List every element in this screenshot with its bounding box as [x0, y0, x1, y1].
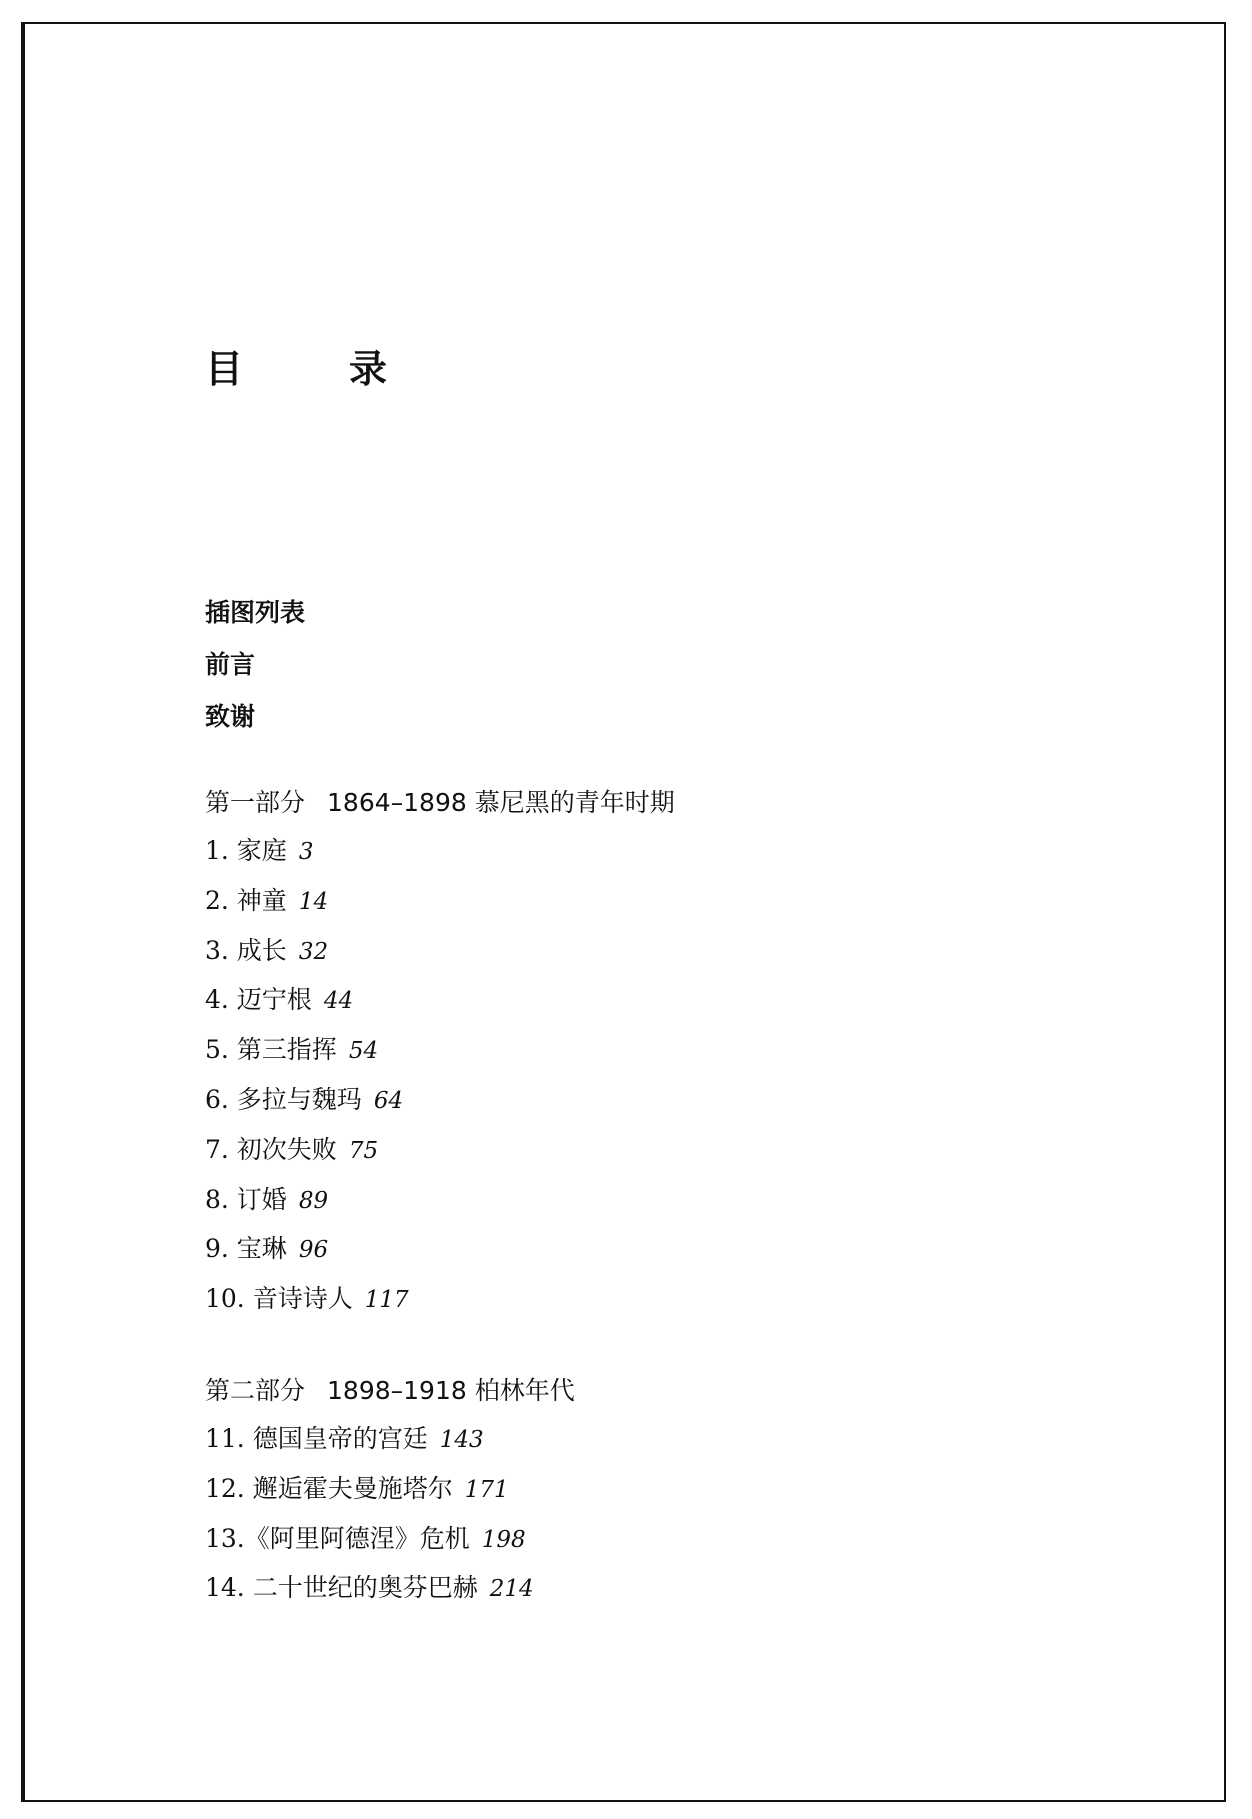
chapter-page-number: 44	[323, 988, 354, 1015]
chapter-entry[interactable]	[205, 883, 675, 933]
chapter-entry[interactable]	[205, 1421, 575, 1471]
chapter-entry[interactable]	[205, 1231, 675, 1281]
chapter-entry[interactable]	[205, 1570, 575, 1620]
chapter-page-number: 143	[439, 1427, 484, 1453]
chapter-title: 7. 初次失败	[205, 1134, 337, 1164]
part-title: 1864–1898 慕尼黑的青年时期	[327, 788, 675, 817]
chapter-entry[interactable]	[205, 1471, 575, 1521]
chapter-page-number: 3	[298, 839, 314, 865]
page-right-border	[1224, 22, 1226, 1802]
part-title: 1898–1918 柏林年代	[327, 1376, 575, 1405]
chapter-title: 9. 宝琳	[205, 1234, 287, 1264]
chapter-title: 10. 音诗诗人	[205, 1284, 353, 1314]
front-matter-item[interactable]: 插图列表	[205, 598, 306, 627]
chapter-page-number: 54	[348, 1038, 379, 1065]
chapter-title: 1. 家庭	[205, 836, 287, 865]
page-left-border	[21, 22, 25, 1800]
chapter-page-number: 14	[298, 888, 329, 915]
chapter-title: 6. 多拉与魏玛	[205, 1084, 362, 1114]
chapter-list	[205, 833, 675, 1331]
chapter-title: 4. 迈宁根	[205, 985, 312, 1015]
page-top-border	[21, 22, 1225, 24]
chapter-list	[205, 1421, 575, 1620]
front-matter-item[interactable]: 前言	[205, 650, 256, 679]
chapter-entry[interactable]	[205, 1132, 675, 1182]
chapter-entry[interactable]	[205, 1521, 575, 1571]
chapter-title: 3. 成长	[205, 935, 287, 965]
page-bottom-border	[21, 1800, 1226, 1802]
chapter-title: 8. 订婚	[205, 1184, 287, 1214]
part-two	[205, 1373, 575, 1620]
chapter-title: 13.《阿里阿德涅》危机	[205, 1523, 470, 1553]
toc-title: 目 录	[205, 347, 422, 392]
chapter-title: 12. 邂逅霍夫曼施塔尔	[205, 1473, 453, 1503]
chapter-page-number: 75	[348, 1137, 379, 1164]
chapter-title: 14. 二十世纪的奥芬巴赫	[205, 1573, 478, 1603]
chapter-page-number: 96	[298, 1237, 329, 1264]
chapter-page-number: 214	[489, 1576, 534, 1603]
chapter-page-number: 89	[298, 1187, 329, 1214]
chapter-page-number: 171	[464, 1476, 509, 1503]
chapter-page-number: 117	[364, 1287, 409, 1314]
chapter-title: 2. 神童	[205, 885, 287, 915]
part-heading[interactable]	[205, 785, 675, 833]
chapter-entry[interactable]	[205, 982, 675, 1032]
chapter-entry[interactable]	[205, 833, 675, 883]
chapter-entry[interactable]	[205, 1281, 675, 1331]
chapter-page-number: 32	[298, 938, 329, 965]
front-matter-list	[205, 595, 305, 751]
part-one	[205, 785, 675, 1331]
chapter-entry[interactable]	[205, 1032, 675, 1082]
chapter-entry[interactable]	[205, 1082, 675, 1132]
chapter-entry[interactable]	[205, 1182, 675, 1232]
chapter-page-number: 64	[373, 1087, 404, 1114]
chapter-page-number: 198	[481, 1526, 526, 1553]
chapter-title: 5. 第三指挥	[205, 1035, 337, 1065]
part-label: 第二部分	[205, 1376, 306, 1405]
chapter-title: 11. 德国皇帝的宫廷	[205, 1424, 428, 1453]
part-heading[interactable]	[205, 1373, 575, 1421]
chapter-entry[interactable]	[205, 933, 675, 983]
part-label: 第一部分	[205, 788, 306, 817]
front-matter-item[interactable]: 致谢	[205, 702, 256, 731]
